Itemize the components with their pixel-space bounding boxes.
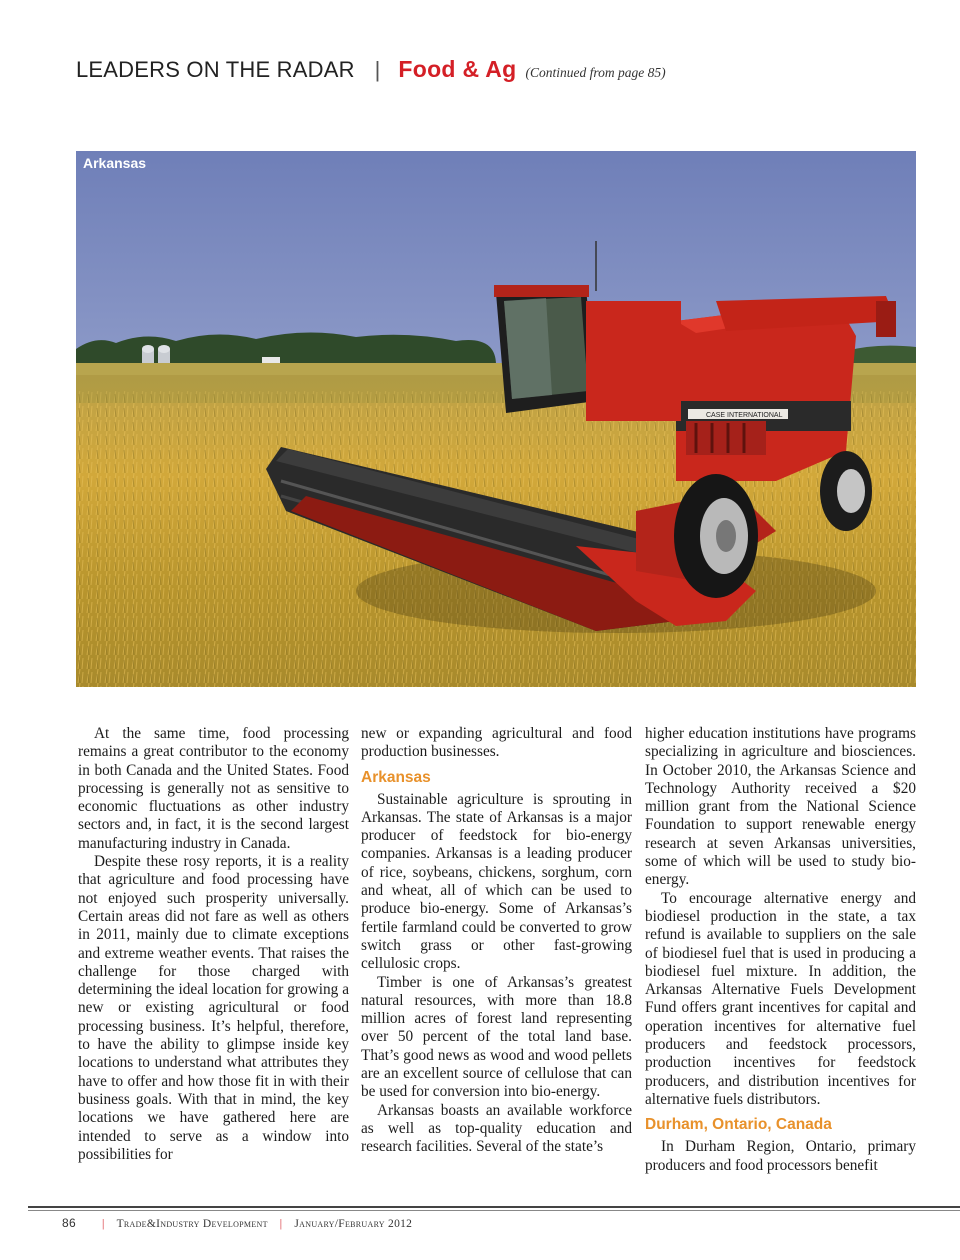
- publication-name: Trade&Industry Development: [116, 1218, 268, 1230]
- continued-note: (Continued from page 85): [525, 65, 666, 80]
- page-number: 86: [62, 1216, 76, 1230]
- page-footer: [62, 1216, 412, 1230]
- footer-separator: |: [279, 1218, 283, 1230]
- issue-date: January/February 2012: [294, 1218, 413, 1230]
- topic-title: Food & Ag: [398, 56, 517, 82]
- paragraph: In Durham Region, Ontario, primary producers and food processors benefit: [645, 1138, 916, 1174]
- footer-rule: [28, 1206, 960, 1208]
- machine-brand-text: CASE INTERNATIONAL: [706, 412, 783, 419]
- article-column-2: [361, 725, 632, 1157]
- paragraph: Despite these rosy reports, it is a reality that agriculture and food processing have not enjoyed such prosperity universally. Certain areas did not fare as well as others in 2011, mainly due to climate exceptions and extreme weather events. That raises the challenge for those charged with determining the ideal location for growing a new or existing agricultural or food processing business. It’s helpful, therefore, to have the ability to glimpse inside key locations to understand what attributes they have to offer and how those fit in with their business goals. With that in mind, the key locations we have gathered here are intended to serve as a window into possibilities for: [78, 853, 349, 1163]
- subhead-durham: Durham, Ontario, Canada: [645, 1116, 832, 1134]
- article-column-1: [78, 725, 349, 1164]
- footer-rule-thin: [28, 1210, 960, 1211]
- paragraph: new or expanding agricultural and food production businesses.: [361, 725, 632, 761]
- combine-harvester-photo: [76, 151, 916, 687]
- running-header: [76, 56, 666, 86]
- paragraph: Arkansas boasts an available workforce as well as top-quality education and research facilities. Several of the state’s: [361, 1101, 632, 1156]
- paragraph: Timber is one of Arkansas’s greatest natural resources, with more than 18.8 million acres of forest land representing over 50 percent of the total land base. That’s good news as wood and wood pellets are an excellent source of cellulose that can be used for conversion into bio-energy.: [361, 973, 632, 1101]
- paragraph: At the same time, food processing remains a great contributor to the economy in both Canada and the United States. Food processing is generally not as sensitive to economic fluctuations as other industry sectors and, in fact, it is the second largest manufacturing industry in Canada.: [78, 725, 349, 852]
- paragraph: To encourage alternative energy and biodiesel production in the state, a tax refund is available to suppliers on the sale of biodiesel fuel that is used in producing a biodiesel fuel mixture. In addition, the Arkansas Alternative Fuels Development Fund offers grant incentives for capital and operation incentives for alternative fuel producers and feedstock processors, production incentives for feedstock producers, and distribution incentives for alternative fuels distributors.: [645, 889, 916, 1108]
- header-separator: |: [374, 57, 381, 82]
- paragraph: Sustainable agriculture is sprouting in Arkansas. The state of Arkansas is a major producer of feedstock for bio-energy companies. Arkansas is a leading producer of rice, soybeans, chickens, sorghum, corn and wheat, all of which can be used to produce bio-energy. Some of Arkansas’s fertile farmland could be converted to grow switch grass or other fast-growing cellulosic crops.: [361, 790, 632, 973]
- article-column-3: [645, 725, 916, 1175]
- footer-separator: |: [101, 1218, 105, 1230]
- photo-caption: Arkansas: [83, 155, 147, 171]
- section-title: LEADERS ON THE RADAR: [76, 57, 355, 82]
- paragraph: higher education institutions have programs specializing in agriculture and biosciences. In October 2010, the Arkansas Science and Technology Authority received a $20 million grant from the National Science Foundation to support renewable energy research at seven Arkansas universities, some of which will be used to study bio-energy.: [645, 725, 916, 889]
- subhead-arkansas: Arkansas: [361, 768, 431, 786]
